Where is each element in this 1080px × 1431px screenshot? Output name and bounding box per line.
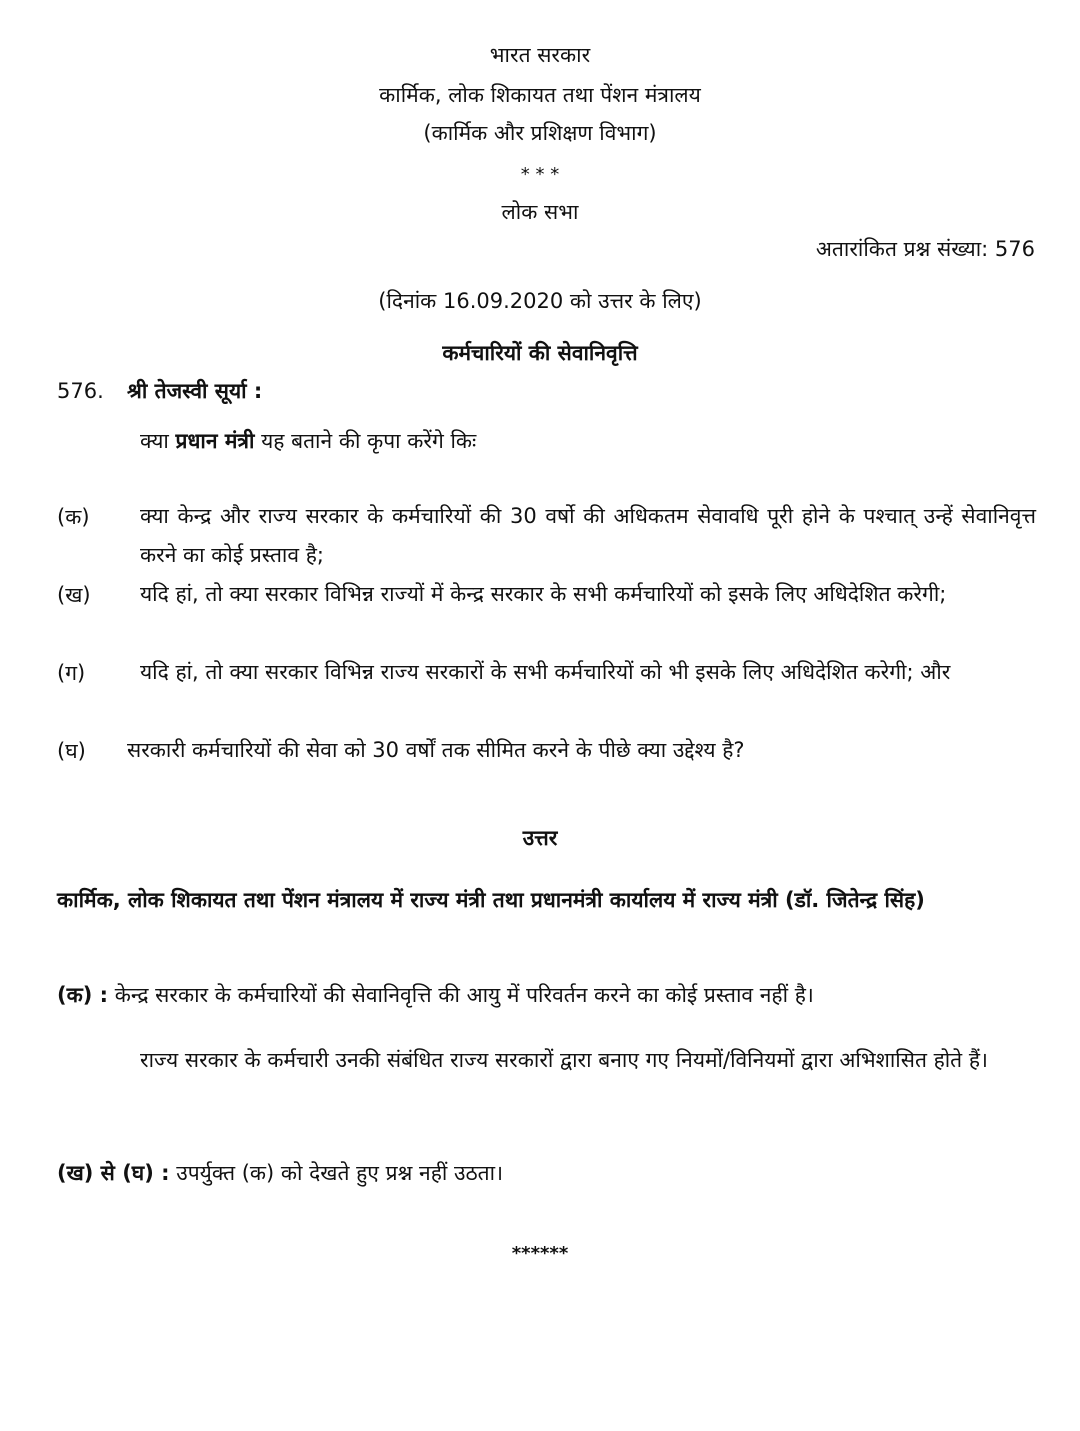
house-title: लोक सभा — [501, 200, 579, 224]
answering-minister: कार्मिक, लोक शिकायत तथा पेंशन मंत्रालय में राज्य मंत्री तथा प्रधानमंत्री कार्यालय में राज्य मंत्री (डॉ. जितेन्द्र सिंह) — [57, 888, 925, 912]
part-a-label: (क) : — [57, 983, 109, 1007]
item-text: क्या केन्द्र और राज्य सरकार के कर्मचारियों की 30 वर्षो की अधिकतम सेवावधि पूरी होने के पश्चात् उन्हें सेवानिवृत्त करने का कोई प्रस्ताव है; — [140, 504, 1036, 567]
answer-part-a-paragraph: राज्य सरकार के कर्मचारी उनकी संबंधित राज्य सरकारों द्वारा बनाए गए नियमों/विनियमों द्वारा अभिशासित होते हैं। — [140, 1048, 988, 1072]
intro-minister: प्रधान मंत्री — [175, 429, 255, 453]
answer-part-b — [57, 1160, 1035, 1187]
ministry-title: कार्मिक, लोक शिकायत तथा पेंशन मंत्रालय — [379, 83, 701, 107]
department-title: (कार्मिक और प्रशिक्षण विभाग) — [423, 121, 657, 145]
item-text: यदि हां, तो क्या सरकार विभिन्न राज्यों में केन्द्र सरकार के सभी कर्मचारियों को इसके लिए अधिदेशित करेगी; — [140, 582, 947, 606]
part-b-label: (ख) से (घ) : — [57, 1161, 170, 1185]
question-number-label: अतारांकित प्रश्न संख्या: 576 — [815, 237, 1035, 261]
part-b-text: उपर्युक्त (क) को देखते हुए प्रश्न नहीं उठता। — [176, 1161, 504, 1185]
item-marker: (ख) — [57, 583, 91, 607]
item-marker: (क) — [57, 505, 90, 529]
separator-stars: * * * — [520, 164, 560, 185]
answer-date: (दिनांक 16.09.2020 को उत्तर के लिए) — [378, 289, 702, 313]
answer-part-a — [57, 982, 1035, 1009]
item-marker: (घ) — [57, 739, 86, 763]
item-marker: (ग) — [57, 661, 86, 685]
part-a-text: केन्द्र सरकार के कर्मचारियों की सेवानिवृत्ति की आयु में परिवर्तन करने का कोई प्रस्ताव नहीं है। — [114, 983, 814, 1007]
subject-title: कर्मचारियों की सेवानिवृत्ति — [442, 341, 638, 365]
item-text: सरकारी कर्मचारियों की सेवा को 30 वर्षों तक सीमित करने के पीछे क्या उद्देश्य है? — [127, 738, 745, 762]
end-marks: ****** — [511, 1243, 569, 1264]
question-intro — [140, 428, 476, 455]
intro-prefix: क्या — [140, 429, 169, 453]
government-title: भारत सरकार — [489, 43, 591, 67]
item-text: यदि हां, तो क्या सरकार विभिन्न राज्य सरकारों के सभी कर्मचारियों को भी इसके लिए अधिदेशित करेगी; और — [140, 660, 951, 684]
member-name: श्री तेजस्वी सूर्या : — [127, 379, 263, 403]
answer-heading: उत्तर — [522, 826, 558, 850]
intro-suffix: यह बताने की कृपा करेंगे किः — [261, 429, 477, 453]
question-number: 576. — [57, 379, 104, 403]
